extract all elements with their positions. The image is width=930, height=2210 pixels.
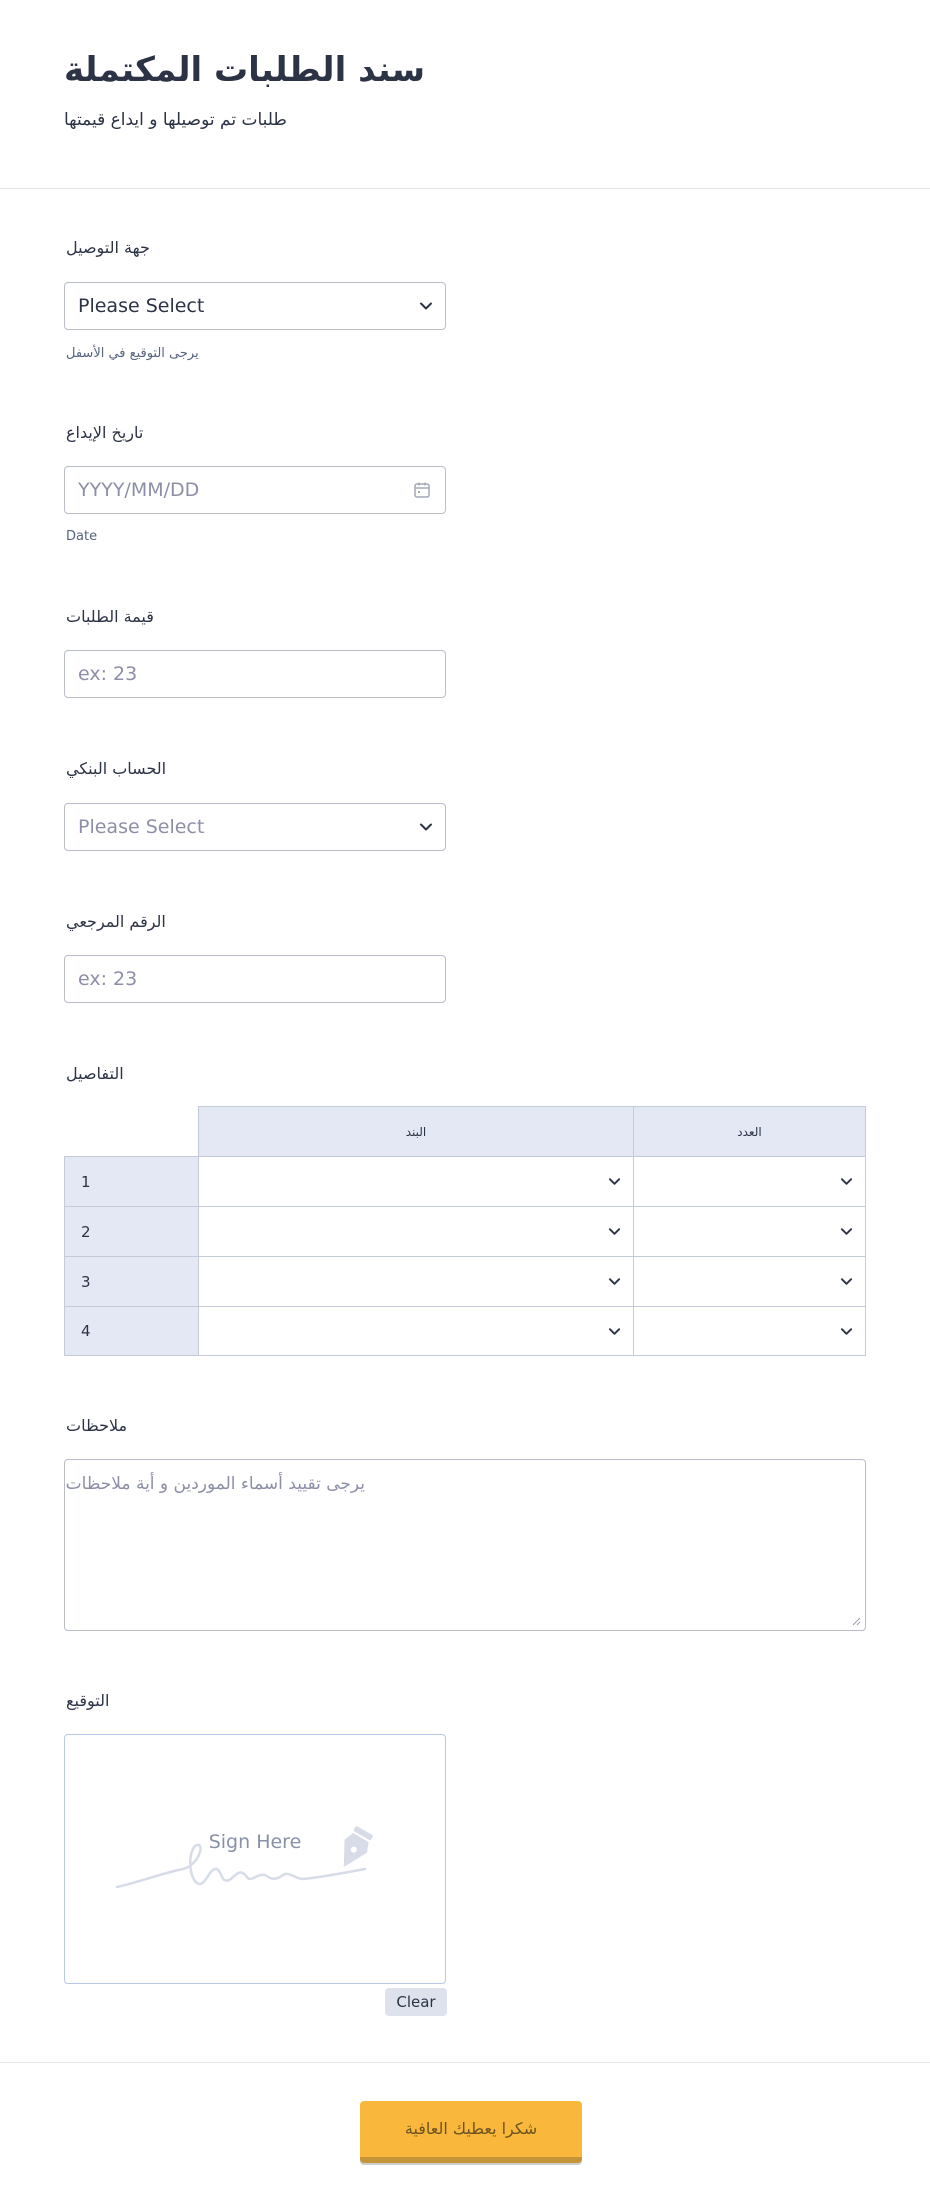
- grid-cell-select[interactable]: [198, 1156, 633, 1206]
- grid-cell-select[interactable]: [198, 1206, 633, 1256]
- signature-pad-text: Sign Here: [208, 1831, 302, 1853]
- grid-row-header: 3: [64, 1256, 198, 1306]
- delivery-party-label: جهة التوصيل: [66, 238, 150, 257]
- chevron-down-icon: [840, 1325, 853, 1338]
- chevron-down-icon: [419, 820, 433, 834]
- form-title: سند الطلبات المكتملة: [64, 50, 426, 90]
- grid-corner: [64, 1106, 198, 1156]
- reference-number-placeholder: ex: 23: [78, 968, 138, 990]
- bank-account-select[interactable]: [64, 803, 446, 851]
- orders-value-label: قيمة الطلبات: [66, 607, 154, 626]
- delivery-party-sublabel: يرجى التوقيع في الأسفل: [66, 346, 199, 361]
- delivery-party-select[interactable]: [64, 282, 446, 330]
- calendar-icon[interactable]: [412, 480, 432, 500]
- bank-account-label: الحساب البنكي: [66, 759, 167, 778]
- bank-account-placeholder: Please Select: [78, 816, 205, 838]
- grid-cell-select[interactable]: [198, 1256, 633, 1306]
- grid-column-header: البند: [198, 1106, 633, 1156]
- grid-cell-select[interactable]: [198, 1306, 633, 1356]
- grid-cell-select[interactable]: [633, 1156, 866, 1206]
- chevron-down-icon: [608, 1325, 621, 1338]
- notes-textarea[interactable]: [64, 1459, 866, 1631]
- submit-button[interactable]: شكرا يعطيك العافية: [360, 2101, 582, 2163]
- grid-row-header: 2: [64, 1206, 198, 1256]
- chevron-down-icon: [608, 1175, 621, 1188]
- chevron-down-icon: [419, 299, 433, 313]
- form-subtitle: طلبات تم توصيلها و ايداع قيمتها: [64, 110, 287, 130]
- notes-placeholder: يرجى تقييد أسماء الموردين و أية ملاحظات: [65, 1474, 365, 1494]
- form-header: [0, 0, 930, 189]
- grid-cell-select[interactable]: [633, 1256, 866, 1306]
- grid-cell-select[interactable]: [633, 1206, 866, 1256]
- details-grid: [64, 1106, 866, 1356]
- deposit-date-input[interactable]: [64, 466, 446, 514]
- delivery-party-value: Please Select: [78, 295, 205, 317]
- chevron-down-icon: [608, 1275, 621, 1288]
- deposit-date-sublabel: Date: [66, 529, 98, 544]
- chevron-down-icon: [608, 1225, 621, 1238]
- details-label: التفاصيل: [66, 1064, 124, 1083]
- orders-value-placeholder: ex: 23: [78, 663, 138, 685]
- grid-cell-select[interactable]: [633, 1306, 866, 1356]
- reference-number-input[interactable]: [64, 955, 446, 1003]
- resize-grip-icon[interactable]: [851, 1616, 861, 1626]
- grid-column-header: العدد: [633, 1106, 866, 1156]
- orders-value-input[interactable]: [64, 650, 446, 698]
- signature-pad[interactable]: [64, 1734, 446, 1984]
- deposit-date-placeholder: YYYY/MM/DD: [78, 479, 200, 501]
- deposit-date-label: تاريخ الإيداع: [66, 423, 144, 442]
- signature-label: التوقيع: [66, 1691, 110, 1710]
- grid-row-header: 4: [64, 1306, 198, 1356]
- chevron-down-icon: [840, 1225, 853, 1238]
- clear-signature-button[interactable]: Clear: [385, 1988, 447, 2016]
- reference-number-label: الرقم المرجعي: [66, 912, 166, 931]
- grid-row-header: 1: [64, 1156, 198, 1206]
- footer-divider: [0, 2062, 930, 2063]
- chevron-down-icon: [840, 1175, 853, 1188]
- chevron-down-icon: [840, 1275, 853, 1288]
- signature-scribble-icon: [113, 1815, 403, 1895]
- notes-label: ملاحظات: [66, 1416, 128, 1435]
